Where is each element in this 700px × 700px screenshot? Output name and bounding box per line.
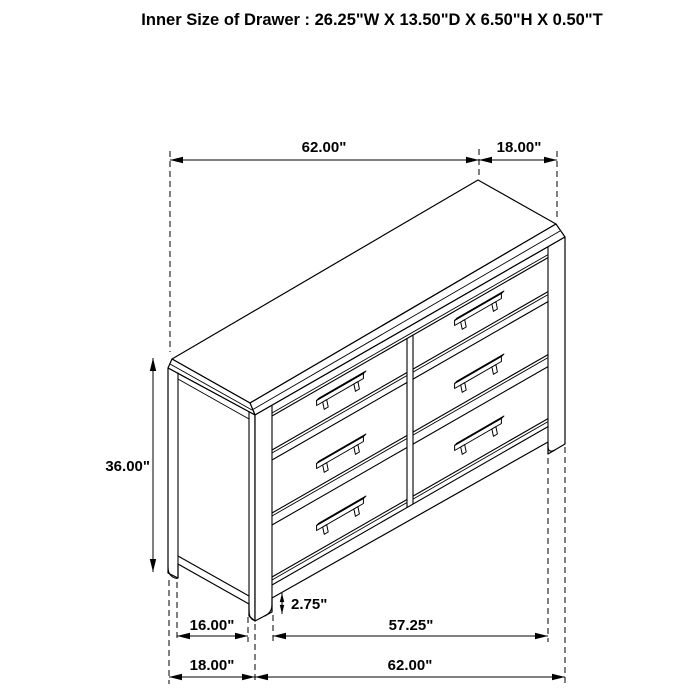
dim-label-base-inner-width: 57.25" bbox=[388, 617, 434, 634]
dim-label-top-depth: 18.00" bbox=[496, 139, 542, 156]
dim-top-depth bbox=[479, 139, 557, 163]
dim-label-top-width: 62.00" bbox=[301, 139, 347, 156]
dim-top-width bbox=[170, 139, 479, 163]
dresser-drawing bbox=[168, 180, 565, 621]
dim-base-width bbox=[255, 657, 565, 680]
dim-toe-kick bbox=[280, 593, 328, 614]
dim-base-depth bbox=[169, 657, 255, 680]
dim-base-inner-depth bbox=[177, 617, 248, 639]
dim-label-base-inner-depth: 16.00" bbox=[189, 617, 235, 634]
dim-label-height: 36.00" bbox=[105, 458, 150, 475]
diagram-title: Inner Size of Drawer : 26.25"W X 13.50"D X 6.50"H X 0.50"T bbox=[141, 11, 603, 29]
dim-label-toe-kick: 2.75" bbox=[291, 596, 328, 613]
dim-label-base-depth: 18.00" bbox=[189, 657, 235, 674]
dim-label-base-width: 62.00" bbox=[387, 657, 433, 674]
dim-base-inner-width bbox=[273, 617, 548, 639]
dim-height bbox=[105, 358, 156, 572]
